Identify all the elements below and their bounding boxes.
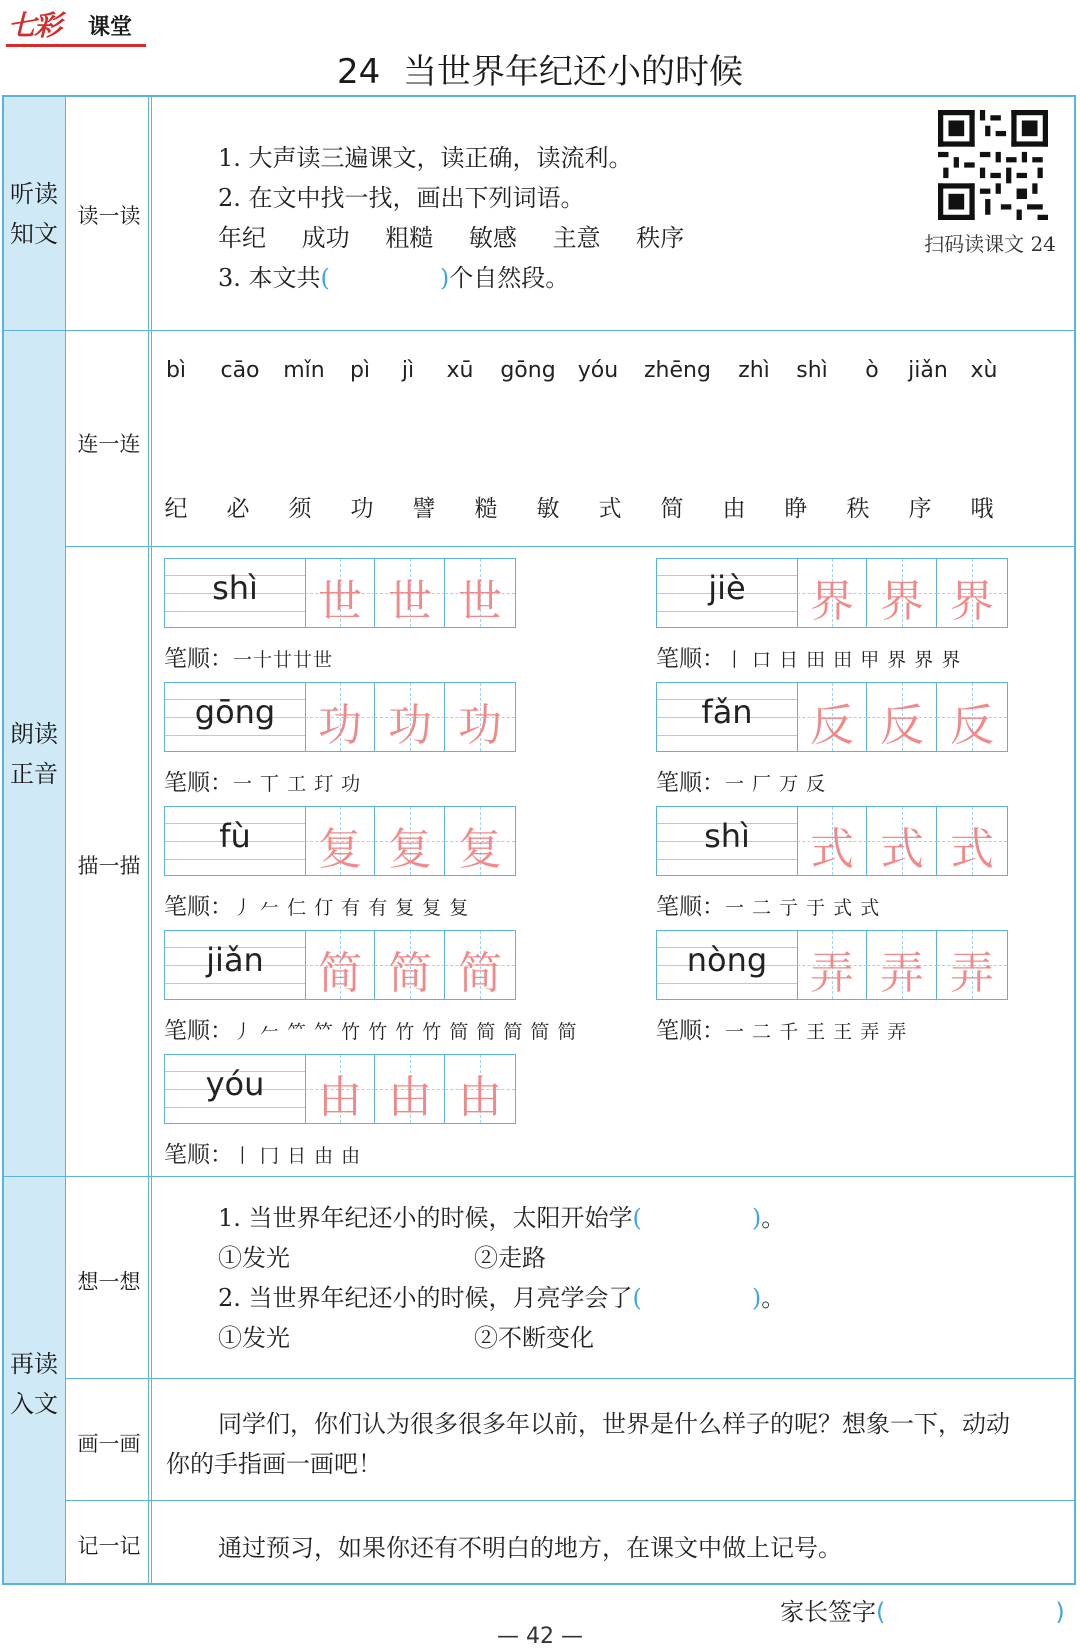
stroke-order [656,640,961,673]
sub-label-think: 想一想 [77,1270,141,1294]
connect-char[interactable]: 式 [598,496,622,522]
connect-pinyin[interactable]: bì [165,358,187,383]
connect-pinyin[interactable]: gōng [500,358,556,383]
signature-field[interactable]: ( ) [876,1598,1065,1626]
think-q2 [218,1278,785,1313]
stroke-order-label: 笔顺： [164,1142,233,1168]
divider [2,330,1076,331]
word: 敏感 [468,224,517,252]
trace-char: 反 [880,700,924,751]
trace-char: 简 [458,948,502,999]
trace-cell[interactable] [375,931,445,999]
trace-pinyin: yóu [205,1065,265,1103]
stroke-order-label: 笔顺： [164,646,233,672]
draw-line-1: 同学们，你们认为很多很多年以前，世界是什么样子的呢？想象一下，动动 [218,1410,1010,1438]
trace-box [164,930,516,1000]
pinyin-lines [165,559,306,627]
stroke-order-label: 笔顺： [656,894,725,920]
connect-char[interactable]: 简 [660,496,684,522]
stroke-sequence: 丿 𠂉 仁 仃 有 有 复 复 复 [233,897,470,919]
trace-pinyin: fù [219,817,251,855]
connect-char[interactable]: 敏 [536,496,560,522]
trace-pinyin: gōng [194,693,276,731]
divider [2,1176,1076,1177]
sub-label-mark: 记一记 [77,1534,141,1558]
section-text: 再读 入文 [10,1350,58,1418]
trace-char: 复 [458,824,502,875]
stroke-sequence: 丿 𠂉 ⺮ 𥫗 竹 竹 竹 竹 简 简 简 简 简 [233,1021,578,1043]
trace-box [656,558,1008,628]
trace-cell[interactable] [937,683,1007,751]
connect-pinyin[interactable]: pì [349,358,371,383]
section-label-reread [2,1344,66,1424]
connect-char[interactable]: 序 [908,496,932,522]
trace-char: 复 [388,824,432,875]
connect-char[interactable]: 须 [288,496,312,522]
pinyin-guide-line [165,611,305,612]
trace-box [656,806,1008,876]
sub-label-connect: 连一连 [77,432,141,456]
trace-cell[interactable] [797,559,867,627]
think-q1-options [218,1238,546,1273]
stroke-order [656,764,826,797]
answer-blank[interactable]: ( ) [320,264,450,292]
pinyin-guide-line [657,611,797,612]
trace-cell[interactable] [445,559,515,627]
trace-cell[interactable] [445,807,515,875]
pinyin-guide-line [165,735,305,736]
divider [66,546,1076,547]
option[interactable]: ①发光 [218,1244,290,1272]
trace-pinyin: shì [704,817,750,855]
pinyin-guide-line [165,1107,305,1108]
trace-cell[interactable] [375,559,445,627]
trace-cell[interactable] [797,807,867,875]
trace-cell[interactable] [445,1055,515,1123]
connect-pinyin[interactable]: xù [970,358,998,383]
think-q1-text: 1. 当世界年纪还小的时候，太阳开始学 [218,1204,633,1232]
stroke-order [164,1136,361,1169]
connect-char[interactable]: 譬 [412,496,436,522]
trace-box [164,682,516,752]
trace-char: 弄 [810,948,854,999]
read-item-3-pre: 3. 本文共 [218,264,321,292]
trace-char: 复 [318,824,362,875]
trace-cell[interactable] [375,807,445,875]
divider [66,1378,1076,1379]
pinyin-lines [165,931,306,999]
stroke-order-label: 笔顺： [164,894,233,920]
pinyin-guide-line [165,983,305,984]
stroke-sequence: 一十廿廿世 [233,649,334,671]
think-q1 [218,1198,785,1233]
stroke-order [656,888,880,921]
word: 粗糙 [385,224,434,252]
trace-char: 由 [458,1072,502,1123]
trace-char: 反 [810,700,854,751]
trace-pinyin: nòng [686,941,768,979]
trace-cell[interactable] [937,807,1007,875]
connect-char[interactable]: 秩 [846,496,870,522]
divider [66,1500,1076,1501]
read-item-1: 1. 大声读三遍课文，读正确，读流利。 [218,144,633,172]
section-text: 朗读 正音 [10,720,58,788]
trace-cell[interactable] [937,559,1007,627]
read-item-2: 2. 在文中找一找，画出下列词语。 [218,184,585,212]
option[interactable]: ②不断变化 [474,1324,594,1352]
sub-label-trace: 描一描 [77,854,141,878]
trace-cell[interactable] [445,931,515,999]
trace-char: 功 [388,700,432,751]
brand-logo-red: 七彩 [8,9,61,42]
trace-char: 世 [318,576,362,627]
stroke-order-label: 笔顺： [656,1018,725,1044]
connect-char[interactable]: 纪 [164,496,188,522]
trace-cell[interactable] [867,807,937,875]
qr-caption: 扫码读课文 24 [924,232,1056,256]
pinyin-lines [165,807,306,875]
punct: 。 [761,1204,786,1232]
trace-cell[interactable] [867,931,937,999]
section-label-read-aloud [2,714,66,794]
stroke-sequence: 一 厂 万 反 [725,773,827,795]
trace-char: 世 [458,576,502,627]
trace-pinyin: jiè [708,569,746,607]
trace-box [164,558,516,628]
trace-char: 式 [810,824,854,875]
trace-cell[interactable] [445,683,515,751]
trace-cell[interactable] [375,1055,445,1123]
trace-box [656,682,1008,752]
think-q2-text: 2. 当世界年纪还小的时候，月亮学会了 [218,1284,633,1312]
stroke-order-label: 笔顺： [656,770,725,796]
stroke-sequence: 一 丅 工 玎 功 [233,773,362,795]
trace-box [164,806,516,876]
pinyin-guide-line [657,735,797,736]
stroke-sequence: 一 二 千 王 王 弄 弄 [725,1021,908,1043]
punct: 。 [761,1284,786,1312]
connect-pinyin[interactable]: zhēng [644,358,711,383]
connect-char[interactable]: 糙 [474,496,498,522]
trace-char: 反 [950,700,994,751]
trace-char: 由 [388,1072,432,1123]
draw-line-2: 你的手指画一画吧！ [166,1450,382,1478]
trace-box [656,930,1008,1000]
trace-char: 界 [880,576,924,627]
trace-box [164,1054,516,1124]
stroke-order [164,1012,577,1045]
section-label-listen [2,174,66,254]
pinyin-lines [657,931,798,999]
word: 年纪 [218,224,266,252]
page-title [0,44,1080,93]
connect-pinyin[interactable]: jì [401,358,415,383]
stroke-order-label: 笔顺： [164,1018,233,1044]
trace-char: 功 [318,700,362,751]
option[interactable]: ①发光 [218,1324,290,1352]
trace-cell[interactable] [305,931,375,999]
trace-cell[interactable] [375,683,445,751]
parent-signature-label: 家长签字 [780,1598,876,1626]
trace-char: 由 [318,1072,362,1123]
stroke-order-label: 笔顺： [164,770,233,796]
lesson-number: 24 [336,52,381,92]
pinyin-lines [165,683,306,751]
answer-blank[interactable]: ( ) [632,1204,762,1232]
trace-char: 弄 [950,948,994,999]
read-item-3 [218,258,569,293]
connect-pinyin[interactable]: jiǎn [908,358,948,383]
trace-char: 简 [388,948,432,999]
connect-pinyin[interactable]: mǐn [283,358,325,383]
trace-char: 简 [318,948,362,999]
trace-char: 界 [810,576,854,627]
brand-logo [6,4,146,44]
stroke-sequence: 丨 冂 日 由 由 [233,1145,362,1167]
trace-cell[interactable] [305,559,375,627]
connect-pinyin[interactable]: ò [865,358,879,383]
pinyin-guide-line [165,859,305,860]
trace-cell[interactable] [305,1055,375,1123]
pinyin-lines [165,1055,306,1123]
connect-pinyin[interactable]: yóu [577,358,619,383]
stroke-sequence: 丨 口 日 田 田 甲 界 界 界 [725,649,962,671]
sub-label-read: 读一读 [77,204,141,228]
trace-char: 世 [388,576,432,627]
trace-pinyin: fǎn [701,693,753,731]
section-text: 听读 知文 [10,180,58,248]
connect-pinyin[interactable]: zhì [738,358,770,383]
stroke-order [164,764,361,797]
trace-cell[interactable] [797,683,867,751]
trace-pinyin: jiǎn [206,941,264,979]
sub-label-draw: 画一画 [77,1432,141,1456]
connect-char[interactable]: 睁 [784,496,808,522]
read-item-3-post: 个自然段。 [449,264,570,292]
stroke-sequence: 一 二 亍 于 式 式 [725,897,881,919]
divider [148,95,152,1585]
connect-pinyin[interactable]: cāo [220,358,260,383]
connect-pinyin[interactable]: xū [446,358,474,383]
trace-cell[interactable] [797,931,867,999]
trace-cell[interactable] [305,683,375,751]
connect-char[interactable]: 功 [350,496,374,522]
trace-cell[interactable] [937,931,1007,999]
option[interactable]: ②走路 [474,1244,546,1272]
lesson-title: 当世界年纪还小的时候 [403,52,744,92]
read-words [218,218,684,253]
trace-char: 功 [458,700,502,751]
stroke-order [164,888,469,921]
stroke-order [164,640,333,673]
pinyin-lines [657,807,798,875]
pinyin-lines [657,683,798,751]
mark-text: 通过预习，如果你还有不明白的地方，在课文中做上记号。 [218,1534,842,1562]
stroke-order-label: 笔顺： [656,646,725,672]
pinyin-guide-line [657,859,797,860]
qr-code-icon [938,110,1048,220]
pinyin-lines [657,559,798,627]
brand-logo-black: 课堂 [88,14,133,40]
word: 秩序 [636,224,685,252]
pinyin-guide-line [657,983,797,984]
trace-cell[interactable] [867,559,937,627]
stroke-order [656,1012,907,1045]
trace-cell[interactable] [305,807,375,875]
page-number: — 42 — [497,1624,583,1649]
trace-char: 界 [950,576,994,627]
trace-pinyin: shì [212,569,258,607]
word: 主意 [552,224,601,252]
connect-char[interactable]: 必 [226,496,250,522]
think-q2-options [218,1318,594,1353]
trace-char: 式 [880,824,924,875]
word: 成功 [301,224,350,252]
connect-char[interactable]: 哦 [970,496,994,522]
trace-cell[interactable] [867,683,937,751]
connect-char[interactable]: 由 [722,496,746,522]
trace-char: 弄 [880,948,924,999]
answer-blank[interactable]: ( ) [632,1284,762,1312]
parent-signature [780,1592,1065,1627]
trace-char: 式 [950,824,994,875]
connect-pinyin[interactable]: shì [796,358,828,383]
